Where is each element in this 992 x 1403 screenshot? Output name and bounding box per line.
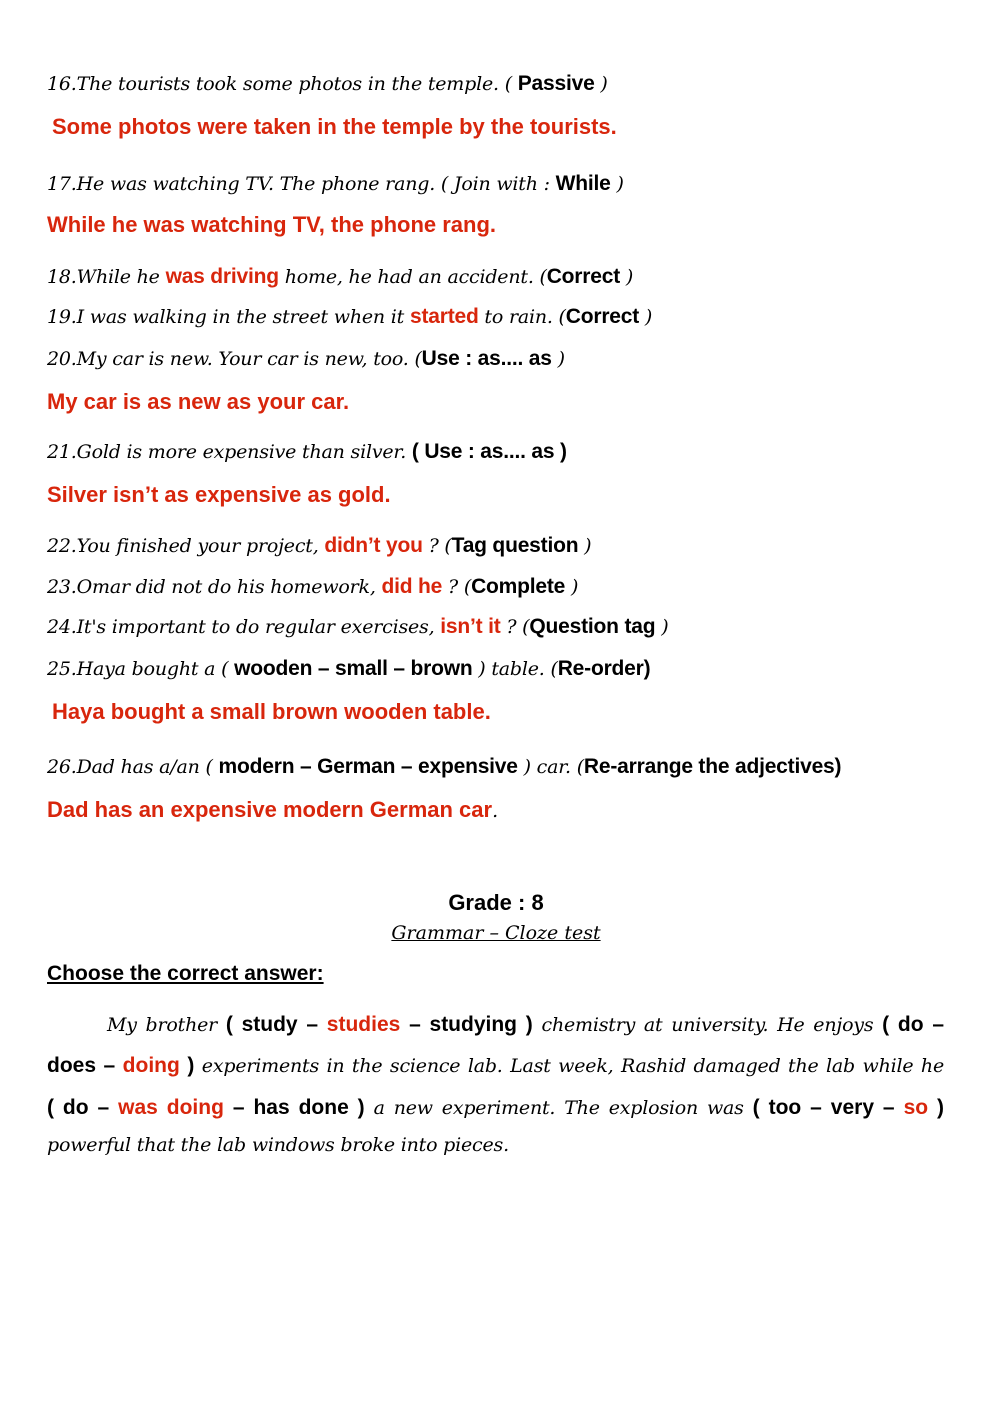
cloze-correct: was doing: [118, 1096, 224, 1119]
question-close: ): [594, 73, 608, 95]
question-number: 18.: [47, 266, 77, 288]
cloze-options: does –: [47, 1054, 123, 1077]
answer-highlight: isn’t it: [440, 615, 501, 638]
question-close: ): [610, 173, 624, 195]
answer-20: My car is as new as your car.: [47, 389, 350, 414]
question-24: [47, 615, 668, 639]
answer-16: Some photos were taken in the temple by the tourists.: [52, 114, 617, 139]
question-text: He was watching TV. The phone rang. ( Join with :: [76, 173, 556, 195]
question-close: ): [578, 535, 592, 557]
question-instruction: Correct: [546, 265, 621, 288]
adjective-options: modern – German – expensive: [218, 755, 518, 778]
question-text: The tourists took some photos in the temple. (: [76, 73, 518, 95]
question-instruction: ( Use : as.... as ): [411, 440, 567, 463]
question-text: Dad has a/an (: [76, 756, 219, 778]
question-close: ): [639, 306, 653, 328]
cloze-correct: doing: [122, 1054, 180, 1077]
cloze-options: – studying ): [400, 1013, 533, 1036]
question-instruction: Question tag: [529, 615, 656, 638]
question-instruction: Correct: [565, 305, 640, 328]
answer-highlight: didn’t you: [324, 534, 423, 557]
question-close: ): [620, 266, 634, 288]
question-number: 17.: [47, 173, 77, 195]
question-instruction: Re-arrange the adjectives): [583, 755, 842, 778]
question-text: ? (: [422, 535, 452, 557]
question-text: Gold is more expensive than silver.: [76, 441, 412, 463]
question-17: [47, 172, 624, 196]
question-number: 23.: [47, 576, 77, 598]
question-close: ): [655, 616, 669, 638]
question-22: [47, 534, 591, 558]
cloze-correct: studies: [326, 1013, 401, 1036]
cloze-options: ( do –: [882, 1013, 945, 1036]
question-23: [47, 575, 578, 599]
cloze-options: – has done ): [223, 1096, 365, 1119]
answer-period: .: [492, 800, 498, 822]
question-number: 24.: [47, 616, 77, 638]
question-text: My car is new. Your car is new, too. (: [76, 348, 422, 370]
question-text: home, he had an accident. (: [278, 266, 547, 288]
cloze-line-1: [47, 1013, 944, 1037]
instruction-heading: Choose the correct answer:: [47, 962, 324, 985]
question-instruction: Re-order): [557, 657, 651, 680]
question-25: [47, 657, 650, 681]
adjective-options: wooden – small – brown: [234, 657, 473, 680]
cloze-line-4: powerful that the lab windows broke into pieces.: [47, 1134, 509, 1156]
cloze-text: a new experiment. The explosion was: [364, 1097, 753, 1119]
question-text: ) table. (: [472, 658, 558, 680]
cloze-text: experiments in the science lab. Last week, Rashid damaged the lab while he: [194, 1055, 944, 1077]
question-number: 16.: [47, 73, 77, 95]
answer-25: Haya bought a small brown wooden table.: [52, 699, 491, 724]
question-instruction: Complete: [471, 575, 566, 598]
cloze-options: ( too – very –: [752, 1096, 904, 1119]
question-text: ) car. (: [517, 756, 584, 778]
question-instruction: Use : as.... as: [421, 347, 552, 370]
question-instruction: Tag question: [451, 534, 579, 557]
cloze-options: ): [179, 1054, 195, 1077]
answer-highlight: was driving: [165, 265, 279, 288]
answer-highlight: did he: [381, 575, 443, 598]
question-text: ? (: [442, 576, 472, 598]
question-number: 25.: [47, 658, 77, 680]
question-instruction: Passive: [517, 72, 595, 95]
question-number: 21.: [47, 441, 77, 463]
cloze-text: My brother: [107, 1014, 226, 1036]
cloze-line-2: [47, 1054, 944, 1078]
question-text: ? (: [500, 616, 530, 638]
question-number: 22.: [47, 535, 77, 557]
question-number: 19.: [47, 306, 77, 328]
question-text: I was walking in the street when it: [76, 306, 410, 328]
question-text: You finished your project,: [76, 535, 325, 557]
grade-title: Grade : 8: [448, 890, 544, 915]
question-text: Haya bought a (: [76, 658, 235, 680]
question-text: Omar did not do his homework,: [76, 576, 382, 598]
cloze-options: ): [928, 1096, 945, 1119]
cloze-line-3: [47, 1096, 944, 1120]
question-21: [47, 440, 567, 464]
answer-26: [47, 797, 498, 823]
cloze-options: ( study –: [225, 1013, 327, 1036]
cloze-text: chemistry at university. He enjoys: [532, 1014, 883, 1036]
question-text: While he: [76, 266, 166, 288]
section-subtitle: Grammar – Cloze test: [391, 922, 601, 944]
answer-21: Silver isn’t as expensive as gold.: [47, 482, 391, 507]
question-number: 26.: [47, 756, 77, 778]
question-18: [47, 265, 633, 289]
section-subtitle-wrap: [0, 922, 992, 944]
question-instruction: While: [555, 172, 611, 195]
question-19: [47, 305, 652, 329]
question-16: [47, 72, 608, 96]
question-text: It's important to do regular exercises,: [76, 616, 441, 638]
question-close: ): [565, 576, 579, 598]
question-number: 20.: [47, 348, 77, 370]
answer-text: Dad has an expensive modern German car: [47, 797, 493, 822]
cloze-correct: so: [903, 1096, 929, 1119]
cloze-options: ( do –: [47, 1096, 119, 1119]
question-20: [47, 347, 565, 371]
question-26: [47, 755, 841, 779]
answer-highlight: started: [409, 305, 479, 328]
question-close: ): [551, 348, 565, 370]
answer-17: While he was watching TV, the phone rang.: [47, 212, 497, 237]
question-text: to rain. (: [478, 306, 566, 328]
